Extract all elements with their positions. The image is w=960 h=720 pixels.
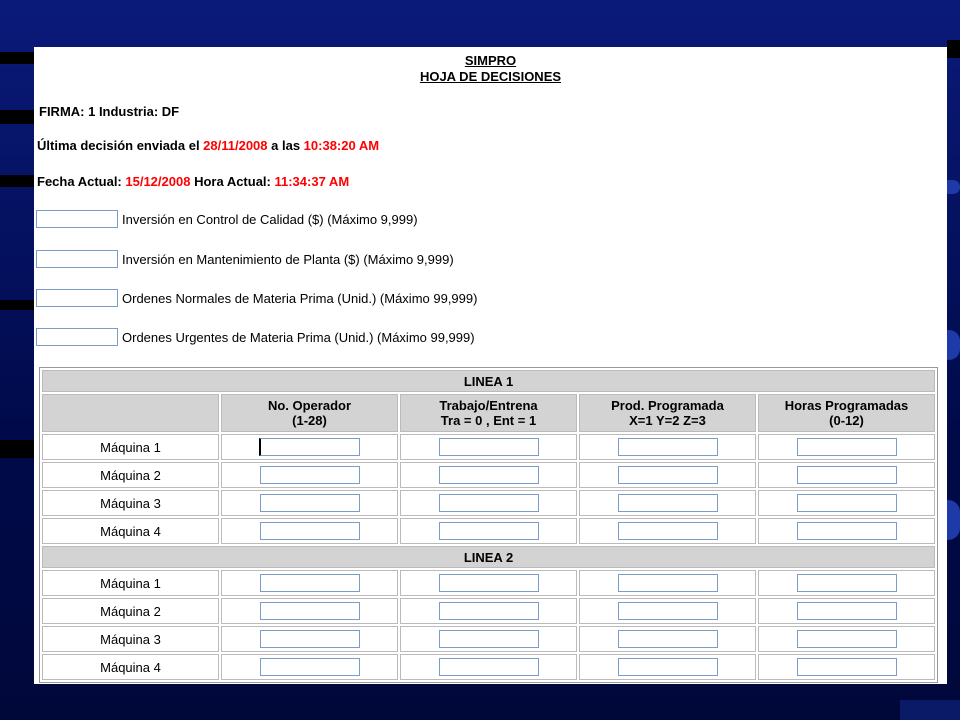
maintenance-label: Inversión en Mantenimiento de Planta ($) (Máximo 9,999) xyxy=(122,251,454,267)
scheduled-hours-input[interactable] xyxy=(797,466,897,484)
investment-row-maintenance xyxy=(36,248,454,270)
urgent-orders-label: Ordenes Urgentes de Materia Prima (Unid.) (Máximo 99,999) xyxy=(122,329,475,345)
decor-bar xyxy=(0,300,34,310)
work-train-input[interactable] xyxy=(439,602,539,620)
col-header-line1: No. Operador xyxy=(267,398,352,413)
col-header-work-train xyxy=(400,394,577,432)
machine-label: Máquina 2 xyxy=(42,598,219,624)
maintenance-input[interactable] xyxy=(36,250,118,268)
operator-input[interactable] xyxy=(260,574,360,592)
investment-row-normal-orders xyxy=(36,287,477,309)
scheduled-product-input[interactable] xyxy=(618,602,718,620)
scheduled-product-input[interactable] xyxy=(618,658,718,676)
machine-label: Máquina 2 xyxy=(42,462,219,488)
system-title: SIMPRO xyxy=(464,53,517,68)
scheduled-hours-input[interactable] xyxy=(797,438,897,456)
scheduled-hours-input[interactable] xyxy=(797,494,897,512)
current-time: 11:34:37 AM xyxy=(274,174,350,189)
operator-input[interactable] xyxy=(260,466,360,484)
scheduled-product-input[interactable] xyxy=(618,438,718,456)
operator-input[interactable] xyxy=(259,438,360,456)
decor-bar xyxy=(900,700,960,720)
table-row xyxy=(42,598,935,624)
last-decision-middle: a las xyxy=(267,138,304,153)
table-row xyxy=(42,570,935,596)
scheduled-hours-input[interactable] xyxy=(797,658,897,676)
col-header-line2: (1-28) xyxy=(292,413,327,428)
table-row xyxy=(42,434,935,460)
operator-input[interactable] xyxy=(260,522,360,540)
current-date: 15/12/2008 xyxy=(125,174,191,189)
col-header-line2: X=1 Y=2 Z=3 xyxy=(629,413,706,428)
quality-control-label: Inversión en Control de Calidad ($) (Máximo 9,999) xyxy=(122,211,418,227)
line-1-title: LINEA 1 xyxy=(42,370,935,392)
line-2-title: LINEA 2 xyxy=(42,546,935,568)
col-header-operator xyxy=(221,394,398,432)
operator-input[interactable] xyxy=(260,494,360,512)
scheduled-product-input[interactable] xyxy=(618,630,718,648)
col-header-line1: Horas Programadas xyxy=(784,398,909,413)
table-row xyxy=(42,518,935,544)
decor-bar xyxy=(947,40,960,58)
investment-row-urgent-orders xyxy=(36,326,475,348)
scheduled-hours-input[interactable] xyxy=(797,574,897,592)
production-lines-table xyxy=(39,367,938,683)
page-title: HOJA DE DECISIONES xyxy=(419,69,562,84)
table-row xyxy=(42,462,935,488)
urgent-orders-input[interactable] xyxy=(36,328,118,346)
last-decision-date: 28/11/2008 xyxy=(203,138,268,153)
machine-label: Máquina 3 xyxy=(42,626,219,652)
last-decision-time: 10:38:20 AM xyxy=(303,138,380,153)
table-row xyxy=(42,654,935,680)
col-header-line2: Tra = 0 , Ent = 1 xyxy=(440,413,537,428)
scheduled-product-input[interactable] xyxy=(618,494,718,512)
work-train-input[interactable] xyxy=(439,574,539,592)
normal-orders-label: Ordenes Normales de Materia Prima (Unid.) (Máximo 99,999) xyxy=(122,290,478,306)
current-date-label: Fecha Actual: xyxy=(37,174,126,189)
work-train-input[interactable] xyxy=(439,658,539,676)
scheduled-product-input[interactable] xyxy=(618,466,718,484)
quality-control-input[interactable] xyxy=(36,210,118,228)
col-header-scheduled-hours xyxy=(758,394,935,432)
scheduled-hours-input[interactable] xyxy=(797,602,897,620)
col-header-line2: (0-12) xyxy=(829,413,864,428)
investment-row-quality xyxy=(36,208,418,230)
current-datetime-info xyxy=(37,174,349,189)
header-blank-cell xyxy=(42,394,219,432)
operator-input[interactable] xyxy=(260,630,360,648)
scheduled-product-input[interactable] xyxy=(618,574,718,592)
table-row xyxy=(42,490,935,516)
decor-bar xyxy=(0,52,34,64)
machine-label: Máquina 1 xyxy=(42,434,219,460)
current-time-label: Hora Actual: xyxy=(190,174,275,189)
decision-sheet xyxy=(34,47,947,684)
last-decision-info xyxy=(37,138,379,153)
scheduled-hours-input[interactable] xyxy=(797,630,897,648)
machine-label: Máquina 3 xyxy=(42,490,219,516)
work-train-input[interactable] xyxy=(439,522,539,540)
firm-info: FIRMA: 1 Industria: DF xyxy=(39,104,180,119)
table-row xyxy=(42,626,935,652)
scheduled-product-input[interactable] xyxy=(618,522,718,540)
decor-bar xyxy=(0,440,34,458)
operator-input[interactable] xyxy=(260,602,360,620)
operator-input[interactable] xyxy=(260,658,360,676)
col-header-line1: Prod. Programada xyxy=(611,398,724,413)
machine-label: Máquina 4 xyxy=(42,654,219,680)
col-header-line1: Trabajo/Entrena xyxy=(439,398,538,413)
work-train-input[interactable] xyxy=(439,466,539,484)
work-train-input[interactable] xyxy=(439,630,539,648)
scheduled-hours-input[interactable] xyxy=(797,522,897,540)
work-train-input[interactable] xyxy=(439,438,539,456)
col-header-scheduled-product xyxy=(579,394,756,432)
decor-bar xyxy=(0,110,34,124)
last-decision-prefix: Última decisión enviada el xyxy=(37,138,204,153)
decor-bar xyxy=(0,175,34,187)
machine-label: Máquina 4 xyxy=(42,518,219,544)
normal-orders-input[interactable] xyxy=(36,289,118,307)
machine-label: Máquina 1 xyxy=(42,570,219,596)
work-train-input[interactable] xyxy=(439,494,539,512)
